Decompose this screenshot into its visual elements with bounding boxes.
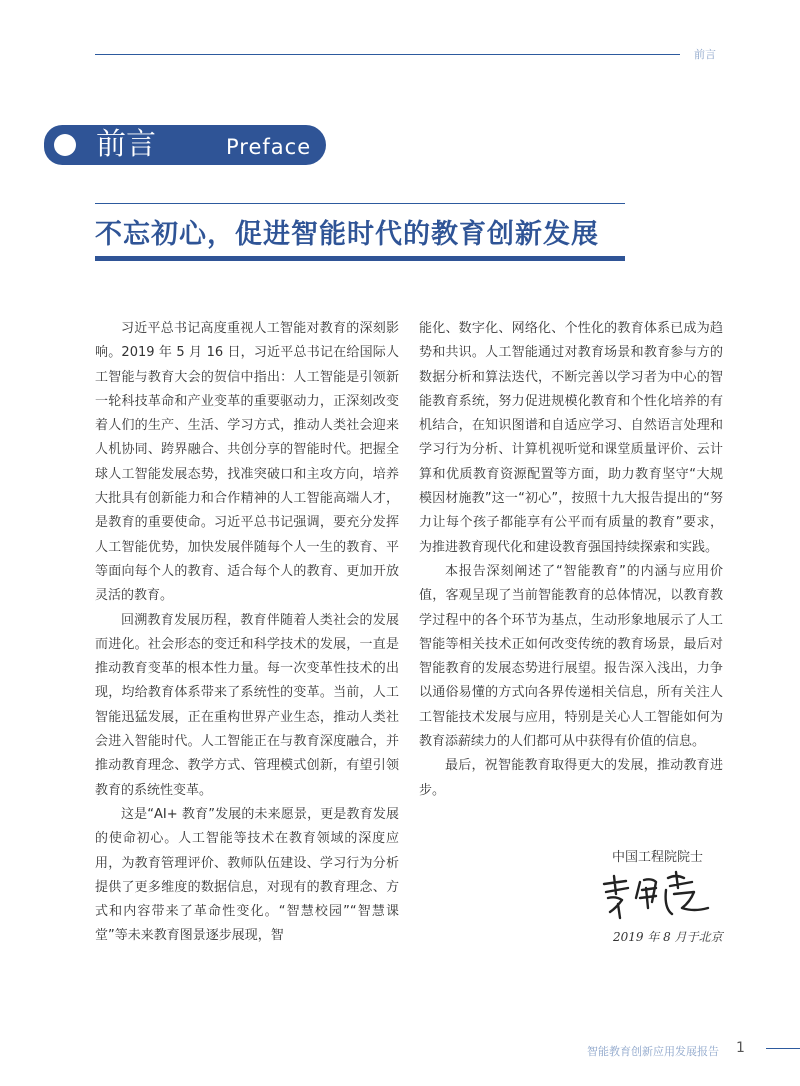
footer-rule bbox=[766, 1048, 800, 1049]
signature-date: 2019 年 8 月于北京 bbox=[613, 930, 723, 944]
body-paragraph: 最后，祝智能教育取得更大的发展，推动教育进步。 bbox=[419, 758, 723, 798]
body-paragraph: 这是“AI+ 教育”发展的未来愿景，更是教育发展的使命初心。人工智能等技术在教育领域的深度应用，为教育管理评价、教师队伍建设、学习行为分析提供了更多维度的数据信息，对现有的教育理念、方式和内容带来了革命性变化。“智慧校园”“智慧课堂”等未来教育图景逐步展现，智 bbox=[95, 806, 399, 944]
handwritten-signature bbox=[596, 868, 714, 924]
left-column bbox=[95, 317, 399, 949]
right-column bbox=[419, 317, 723, 803]
body-paragraph: 回溯教育发展历程，教育伴随着人类社会的发展而进化。社会形态的变迁和科学技术的发展，一直是推动教育变革的根本性力量。每一次变革性技术的出现，均给教育体系带来了系统性的变革。当前，人工智能迅猛发展，正在重构世界产业生态，推动人类社会进入智能时代。人工智能正在与教育深度融合，并推动教育理念、教学方式、管理模式创新，有望引领教育的系统性变革。 bbox=[95, 612, 399, 798]
badge-dot bbox=[54, 134, 76, 156]
headline-top-rule bbox=[95, 203, 625, 204]
body-paragraph: 习近平总书记高度重视人工智能对教育的深刻影响。2019 年 5 月 16 日，习近平总书记在给国际人工智能与教育大会的贺信中指出：人工智能是引领新一轮科技革命和产业变革的重要驱动力，正深刻改变着人们的生产、生活、学习方式，推动人类社会迎来人机协同、跨界融合、共创分享的智能时代。把握全球人工智能发展态势，找准突破口和主攻方向，培养大批具有创新能力和合作精神的人工智能高端人才，是教育的重要使命。习近平总书记强调，要充分发挥人工智能优势，加快发展伴随每个人一生的教育、平等面向每个人的教育、适合每个人的教育、更加开放灵活的教育。 bbox=[95, 321, 399, 604]
page-headline: 不忘初心，促进智能时代的教育创新发展 bbox=[95, 219, 599, 250]
page-number: 1 bbox=[736, 1040, 745, 1056]
section-badge bbox=[44, 125, 326, 165]
header-rule bbox=[95, 54, 680, 55]
badge-title-en: Preface bbox=[226, 135, 312, 159]
footer-report-title: 智能教育创新应用发展报告 bbox=[587, 1045, 719, 1058]
body-paragraph-continued: 能化、数字化、网络化、个性化的教育体系已成为趋势和共识。人工智能通过对教育场景和教育参与方的数据分析和算法迭代，不断完善以学习者为中心的智能教育系统，努力促进规模化教育和个性化培养的有机结合，在知识图谱和自适应学习、自然语言处理和学习行为分析、计算机视听觉和课堂质量评价、云计算和优质教育资源配置等方面，助力教育坚守“大规模因材施教”这一“初心”，按照十九大报告提出的“努力让每个孩子都能享有公平而有质量的教育”要求，为推进教育现代化和建设教育强国持续探索和实践。 bbox=[419, 321, 723, 555]
header-section-label: 前言 bbox=[694, 48, 716, 61]
headline-underline-bar bbox=[95, 256, 625, 261]
body-paragraph: 本报告深刻阐述了“智能教育”的内涵与应用价值，客观呈现了当前智能教育的总体情况，以教育教学过程中的各个环节为基点，生动形象地展示了人工智能等相关技术正如何改变传统的教育场景，最后对智能教育的发展态势进行展望。报告深入浅出，力争以通俗易懂的方式向各界传递相关信息，所有关注人工智能技术发展与应用，特别是关心人工智能如何为教育添薪续力的人们都可从中获得有价值的信息。 bbox=[419, 563, 723, 750]
badge-title-cn: 前言 bbox=[96, 127, 156, 162]
signer-title: 中国工程院院士 bbox=[612, 850, 704, 865]
